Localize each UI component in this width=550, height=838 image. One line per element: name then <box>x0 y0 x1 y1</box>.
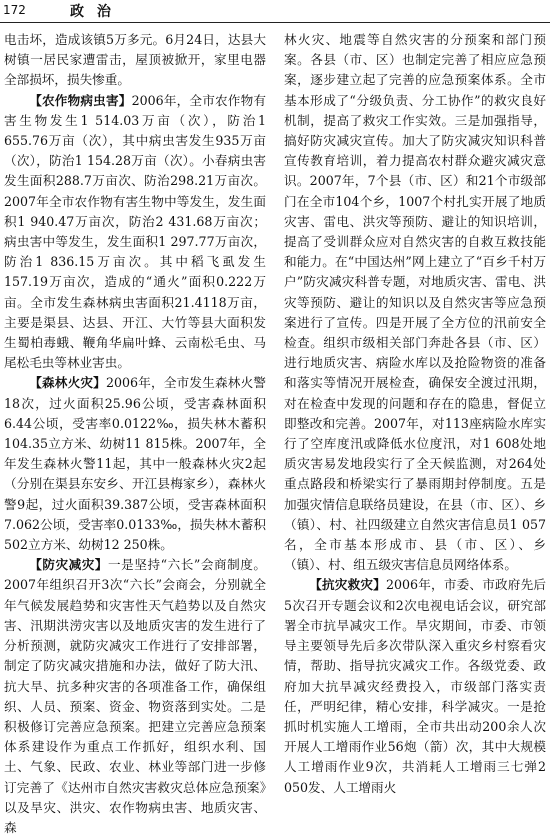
section-body-forest-fire: 2006年，全市发生森林火警18次，过火面积25.96公顷，受害森林面积6.44公顷，受害率0.0122‰，损失林木蓄积104.35立方米、幼树11 815株。2007年，全年发生森林火警11起，其中一般森林火灾2起（分别在渠县东安乡、开江县梅家乡），森林火警9起，过火面积39.387公顷，受害森林面积7.062公顷，受害率0.0133‰，损失林木蓄积502立方米、幼树12 250株。 <box>4 375 266 553</box>
left-column <box>4 30 266 835</box>
section-heading-disaster-prevention: 【防灾减灾】 <box>29 557 109 573</box>
section-heading-crop-pests: 【农作物病虫害】 <box>29 92 132 108</box>
section-body-disaster-relief: 2006年，市委、市政府先后5次召开专题会议和2次电视电话会议，研究部署全市抗旱减灾工作。旱灾期间，市委、市领导主要领导先后多次带队深入重灾乡村察看灾情，帮助、指导抗灾减灾工作。各级党委、政府加大抗旱减灾经费投入，市级部门落实责任，严明纪律，精心安排，科学减灾。一是抢抓时机实施人工增雨，全市共出动200余人次开展人工增雨作业56炮（箭）次，其中大规模人工增雨作业9次，共消耗人工增雨三七弹2 050发、人工增雨火 <box>284 577 546 795</box>
section-body-disaster-prevention: 一是坚持“六长”会商制度。2007年组织召开3次“六长”会商会，分别就全年气候发展趋势和灾害性天气趋势以及自然灾害、汛期洪涝灾害以及地质灾害的发生进行了分析预测，就防灾减灾工作进行了安排部署，制定了防灾减灾措施和办法，做好了防大汛、抗大旱、抗多种灾害的各项准备工作，确保组织、人员、预案、资金、物资落到实处。二是积极修订完善应急预案。把建立完善应急预案体系建设作为重点工作抓好，组织水利、国土、气象、民政、农业、林业等部门进一步修订完善了《达州市自然灾害救灾总体应急预案》以及旱灾、洪灾、农作物病虫害、地质灾害、森 <box>4 557 266 835</box>
section-body-crop-pests: 2006年，全市农作物有害生物发生1 514.03万亩（次），防治1 655.76万亩（次），其中病虫害发生935万亩（次），防治1 154.28万亩（次）。小春病虫害发生面积288.7万亩次、防治298.21万亩次。2007年全市农作物有害生物中等发生，发生面积1 940.47万亩次，防治2 431.68万亩次；病虫害中等发生，发生面积1 297.77万亩次，防治1 836.15万亩次。其中稻飞虱发生157.19万亩次，造成的“通火”面积0.222万亩。全市发生森林病虫害面积21.4118万亩，主要是渠县、达县、开江、大竹等县大面积发生蜀柏毒蛾、鞭角华扁叶蜂、云南松毛虫、马尾松毛虫等林业害虫。 <box>4 92 266 371</box>
page-header <box>0 0 550 23</box>
section-heading-disaster-relief: 【抗灾救灾】 <box>309 577 386 593</box>
section-heading-forest-fire: 【森林火灾】 <box>29 375 106 391</box>
right-column <box>284 30 546 825</box>
paragraph-crop-pests <box>4 91 266 374</box>
paragraph-forest-fire <box>4 373 266 555</box>
page-number: 172 <box>3 3 26 17</box>
paragraph-continued: 电击坏，造成该镇5万多元。6月24日，达县大树镇一居民家遭雷击，屋顶被掀开，家里电器全部损坏，损失惨重。 <box>4 32 266 88</box>
paragraph-disaster-relief <box>284 575 546 797</box>
running-title: 政 治 <box>70 4 115 20</box>
paragraph-disaster-prevention <box>4 555 266 838</box>
paragraph-continued-right: 林火灾、地震等自然灾害的分预案和部门预案。各县（市、区）也制定完善了相应应急预案，逐步建立起了完善的应急预案体系。全市基本形成了“分级负责、分工协作”的救灾良好机制，提高了救灾工作实效。三是加强指导，搞好防灾减灾宣传。加大了防灾减灾知识科普宣传教育培训，着力提高农村群众避灾减灾意识。2007年，7个县（市、区）和21个市级部门在全市104个乡，1007个村扎实开展了地质灾害、雷电、洪灾等预防、避让的知识培训，提高了受训群众应对自然灾害的自救互救技能和能力。在“中国达州”网上建立了“百乡千村万户”防灾减灾科普专题，对地质灾害、雷电、洪灾等预防、避让的知识以及自然灾害等应急预案进行了宣传。四是开展了全方位的汛前安全检查。组织市级相关部门奔赴各县（市、区）进行地质灾害、病险水库以及抢险物资的准备和落实等情况开展检查，确保安全渡过汛期，对在检查中发现的问题和存在的隐患，督促立即整改和完善。2007年，对113座病险水库实行了空库度汛或降低水位度汛，对1 608处地质灾害易发地段实行了全天候监测，对264处重点路段和桥梁实行了暴雨期封停制度。五是加强灾情信息联络员建设，在县（市、区）、乡（镇）、村、社四级建立自然灾害信息员1 057名，全市基本形成市、县（市、区）、乡（镇）、村、组五级灾害信息员网络体系。 <box>284 32 546 573</box>
